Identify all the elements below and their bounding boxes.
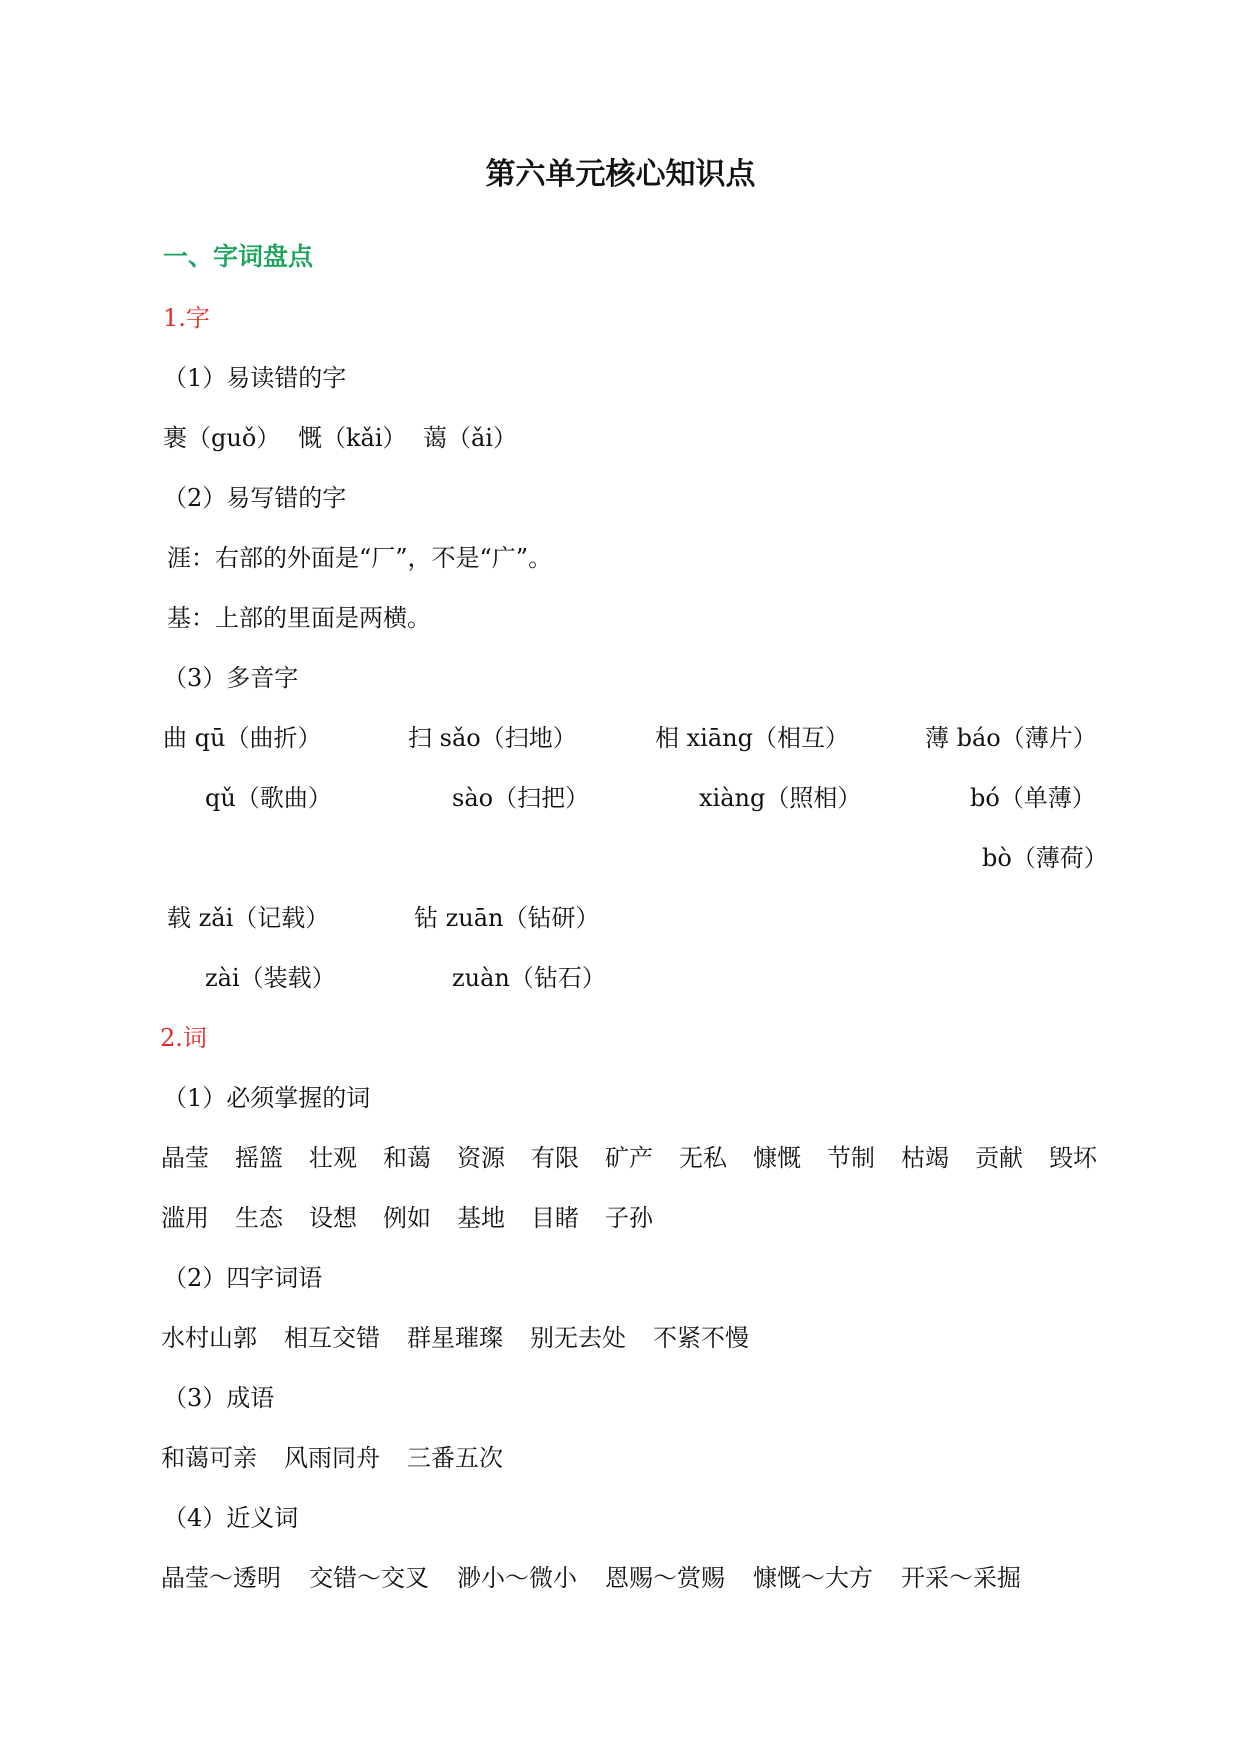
polyphone-entry: 曲 qū（曲折） <box>163 724 322 752</box>
writing-note: 涯：右部的外面是“厂”，不是“广”。 <box>167 544 553 572</box>
char-item: 裹（guǒ） <box>163 424 281 452</box>
polyphone-entry: 载 zǎi（记载） <box>167 904 330 932</box>
polyphone-entry: 薄 báo（薄片） <box>925 724 1097 752</box>
char-item: 慨（kǎi） <box>298 424 407 452</box>
polyphone-entry: 钻 zuān（钻研） <box>414 904 600 932</box>
word-item: 风雨同舟 <box>284 1444 380 1472</box>
word-item: 子孙 <box>605 1204 653 1232</box>
hard-to-write-heading: （2）易写错的字 <box>163 484 347 512</box>
word-item: 摇篮 <box>235 1144 283 1172</box>
word-item: 贡献 <box>975 1144 1023 1172</box>
synonym-pair: 晶莹～透明 <box>161 1564 281 1592</box>
char-item: 蔼（ǎi） <box>423 424 517 452</box>
word-item: 晶莹 <box>161 1144 209 1172</box>
word-item: 例如 <box>383 1204 431 1232</box>
polyphone-reading: xiàng（照相） <box>699 784 862 812</box>
page-title: 第六单元核心知识点 <box>485 157 756 192</box>
word-item: 群星璀璨 <box>407 1324 503 1352</box>
word-item: 有限 <box>531 1144 579 1172</box>
polyphone-entry: 相 xiāng（相互） <box>655 724 849 752</box>
word-item: 生态 <box>235 1204 283 1232</box>
polyphone-entry: 扫 sǎo（扫地） <box>408 724 577 752</box>
word-item: 基地 <box>457 1204 505 1232</box>
polyphone-reading: zài（装载） <box>205 964 336 992</box>
word-item: 矿产 <box>605 1144 653 1172</box>
word-item: 别无去处 <box>530 1324 626 1352</box>
four-char-words-heading: （2）四字词语 <box>163 1264 323 1292</box>
word-item: 节制 <box>827 1144 875 1172</box>
word-item: 设想 <box>309 1204 357 1232</box>
word-item: 三番五次 <box>407 1444 503 1472</box>
synonym-pair: 慷慨～大方 <box>753 1564 873 1592</box>
synonym-pair: 开采～采掘 <box>901 1564 1021 1592</box>
word-item: 不紧不慢 <box>653 1324 749 1352</box>
subsection-heading-characters: 1.字 <box>163 304 210 332</box>
word-item: 资源 <box>457 1144 505 1172</box>
writing-note: 基：上部的里面是两横。 <box>167 604 431 632</box>
synonym-pair: 恩赐～赏赐 <box>605 1564 725 1592</box>
must-know-words-heading: （1）必须掌握的词 <box>163 1084 371 1112</box>
word-item: 毁坏 <box>1049 1144 1097 1172</box>
word-item: 无私 <box>679 1144 727 1172</box>
word-item: 慷慨 <box>753 1144 801 1172</box>
synonym-pair: 交错～交叉 <box>309 1564 429 1592</box>
synonym-pair: 渺小～微小 <box>457 1564 577 1592</box>
word-item: 壮观 <box>309 1144 357 1172</box>
polyphone-heading: （3）多音字 <box>163 664 299 692</box>
synonyms-heading: （4）近义词 <box>163 1504 299 1532</box>
polyphone-reading: sào（扫把） <box>452 784 590 812</box>
polyphone-reading: zuàn（钻石） <box>452 964 606 992</box>
word-item: 和蔼 <box>383 1144 431 1172</box>
word-item: 滥用 <box>161 1204 209 1232</box>
subsection-heading-words: 2.词 <box>160 1024 207 1052</box>
word-item: 枯竭 <box>901 1144 949 1172</box>
word-item: 目睹 <box>531 1204 579 1232</box>
word-item: 水村山郭 <box>161 1324 257 1352</box>
polyphone-reading: bó（单薄） <box>970 784 1096 812</box>
polyphone-reading: bò（薄荷） <box>982 844 1108 872</box>
idioms-heading: （3）成语 <box>163 1384 275 1412</box>
hard-to-read-heading: （1）易读错的字 <box>163 364 347 392</box>
word-item: 和蔼可亲 <box>161 1444 257 1472</box>
word-item: 相互交错 <box>284 1324 380 1352</box>
polyphone-reading: qǔ（歌曲） <box>205 784 332 812</box>
section-heading: 一、字词盘点 <box>163 242 314 271</box>
